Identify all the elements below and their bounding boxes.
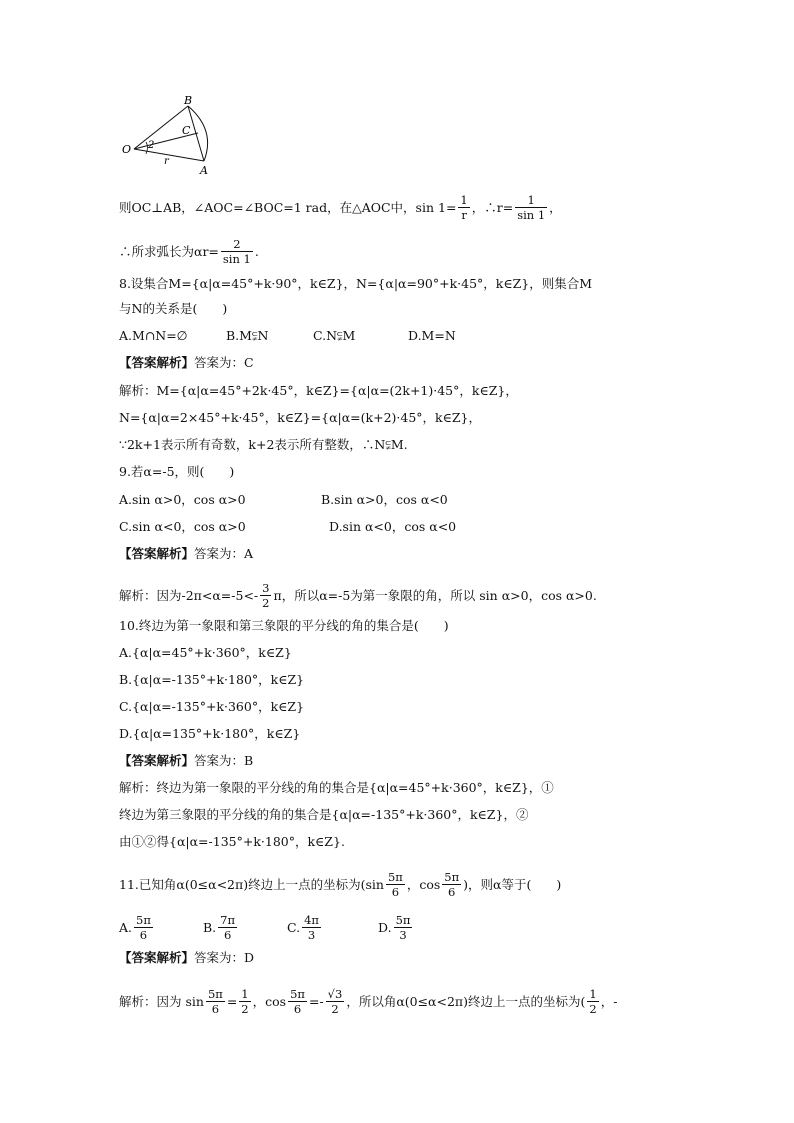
label-C: C xyxy=(182,124,191,137)
q10-option-c: C.{α|α=-135°+k·360°，k∈Z} xyxy=(119,699,305,714)
fraction-1-over-r: $\frac{1}{r}$ xyxy=(460,193,468,222)
q9-options-row-2 xyxy=(119,519,456,535)
fraction-2-over-sin1: $\frac{2}{\sin 1}$ xyxy=(222,237,251,266)
fraction-5pi-over-6: $\frac{5\pi}{6}$ xyxy=(444,870,460,899)
q8-answer: 【答案解析】答案为：C xyxy=(119,355,254,370)
fraction-5pi-over-6: $\frac{5\pi}{6}$ xyxy=(387,870,403,899)
label-O: O xyxy=(122,143,132,156)
q10-analysis-3: 由①②得{α|α=-135°+k·180°，k∈Z}. xyxy=(119,834,345,849)
q9-option-a: A.sin α>0，cos α>0 xyxy=(119,492,246,507)
q11-option-d: D. $\frac{5\pi}{3}$ xyxy=(378,913,411,942)
q11-option-a: A. $\frac{5\pi}{6}$ xyxy=(119,913,151,942)
q10-answer: 【答案解析】答案为：B xyxy=(119,753,254,768)
q8-analysis-1: 解析：M={α|α=45°+2k·45°，k∈Z}={α|α=(2k+1)·45°，k∈Z}， xyxy=(119,383,518,398)
label-angle: 2 xyxy=(148,140,155,151)
fraction-1-over-sin1: $\frac{1}{\sin 1}$ xyxy=(517,193,546,222)
q8-option-d: D.M=N xyxy=(408,328,456,343)
q9-option-c: C.sin α<0，cos α>0 xyxy=(119,519,246,534)
q10-analysis-1: 解析：终边为第一象限的平分线的角的集合是{α|α=45°+k·360°，k∈Z}，① xyxy=(119,780,554,795)
q11-stem: 11.已知角α(0≤α<2π)终边上一点的坐标为(sin $\frac{5\pi}{6}$ ，cos $\frac{5\pi}{6}$ )，则α等于( ) xyxy=(119,870,562,899)
q9-answer: 【答案解析】答案为：A xyxy=(119,546,254,561)
q9-option-d: D.sin α<0，cos α<0 xyxy=(329,519,457,534)
derivation-line-1: 则OC⊥AB，∠AOC=∠BOC=1 rad，在△AOC中，sin 1= $\frac{1}{r}$ ，∴r= $\frac{1}{\sin 1}$ ， xyxy=(119,193,562,222)
q9-options-row-1 xyxy=(119,492,448,508)
q10-analysis-2: 终边为第三象限的平分线的角的集合是{α|α=-135°+k·360°，k∈Z}，② xyxy=(119,807,529,822)
label-B: B xyxy=(184,94,193,107)
q8-options xyxy=(119,328,456,344)
q10-option-b: B.{α|α=-135°+k·180°，k∈Z} xyxy=(119,672,305,687)
q10-option-a: A.{α|α=45°+k·360°，k∈Z} xyxy=(119,645,292,660)
q8-option-a: A.M∩N=∅ xyxy=(119,328,188,343)
q11-option-c: C. $\frac{4\pi}{3}$ xyxy=(287,913,319,942)
q8-option-b: B.M⫋N xyxy=(226,328,269,343)
q8-stem-line-1: 8.设集合M={α|α=45°+k·90°，k∈Z}，N={α|α=90°+k·45°，k∈Z}，则集合M xyxy=(119,276,593,291)
q10-option-d: D.{α|α=135°+k·180°，k∈Z} xyxy=(119,726,301,741)
q11-answer: 【答案解析】答案为：D xyxy=(119,950,255,965)
q8-stem-line-2: 与N的关系是( ) xyxy=(119,301,228,316)
q11-analysis: 解析：因为 sin $\frac{5\pi}{6}$ = $\frac{1}{2}$ ，cos $\frac{5\pi}{6}$ =- $\frac{√3}{2}$ ，所以角α(0≤α<2π)终边上一点的坐标为( $\frac{1}{2}$ ，- xyxy=(119,987,618,1016)
q10-stem: 10.终边为第一象限和第三象限的平分线的角的集合是( ) xyxy=(119,618,449,633)
sector-figure xyxy=(118,92,218,178)
q8-analysis-3: ∵2k+1表示所有奇数，k+2表示所有整数，∴N⫋M. xyxy=(119,437,408,452)
q8-analysis-2: N={α|α=2×45°+k·45°，k∈Z}={α|α=(k+2)·45°，k∈Z}， xyxy=(119,410,481,425)
q11-option-b: B. $\frac{7\pi}{6}$ xyxy=(203,913,236,942)
q9-option-b: B.sin α>0，cos α<0 xyxy=(321,492,448,507)
q9-analysis: 解析：因为-2π<α=-5<- $\frac{3}{2}$ π，所以α=-5为第一象限的角，所以 sin α>0，cos α>0. xyxy=(119,581,597,610)
derivation-line-2: ∴所求弧长为αr= $\frac{2}{\sin 1}$ . xyxy=(119,237,259,266)
answer-label: 【答案解析】 xyxy=(119,355,195,370)
label-r: r xyxy=(164,156,169,167)
label-A: A xyxy=(200,164,208,177)
q8-option-c: C.N⫋M xyxy=(313,328,356,343)
q11-options xyxy=(119,914,414,943)
fraction-3-over-2: $\frac{3}{2}$ xyxy=(262,581,270,610)
q9-stem: 9.若α=-5，则( ) xyxy=(119,464,235,479)
